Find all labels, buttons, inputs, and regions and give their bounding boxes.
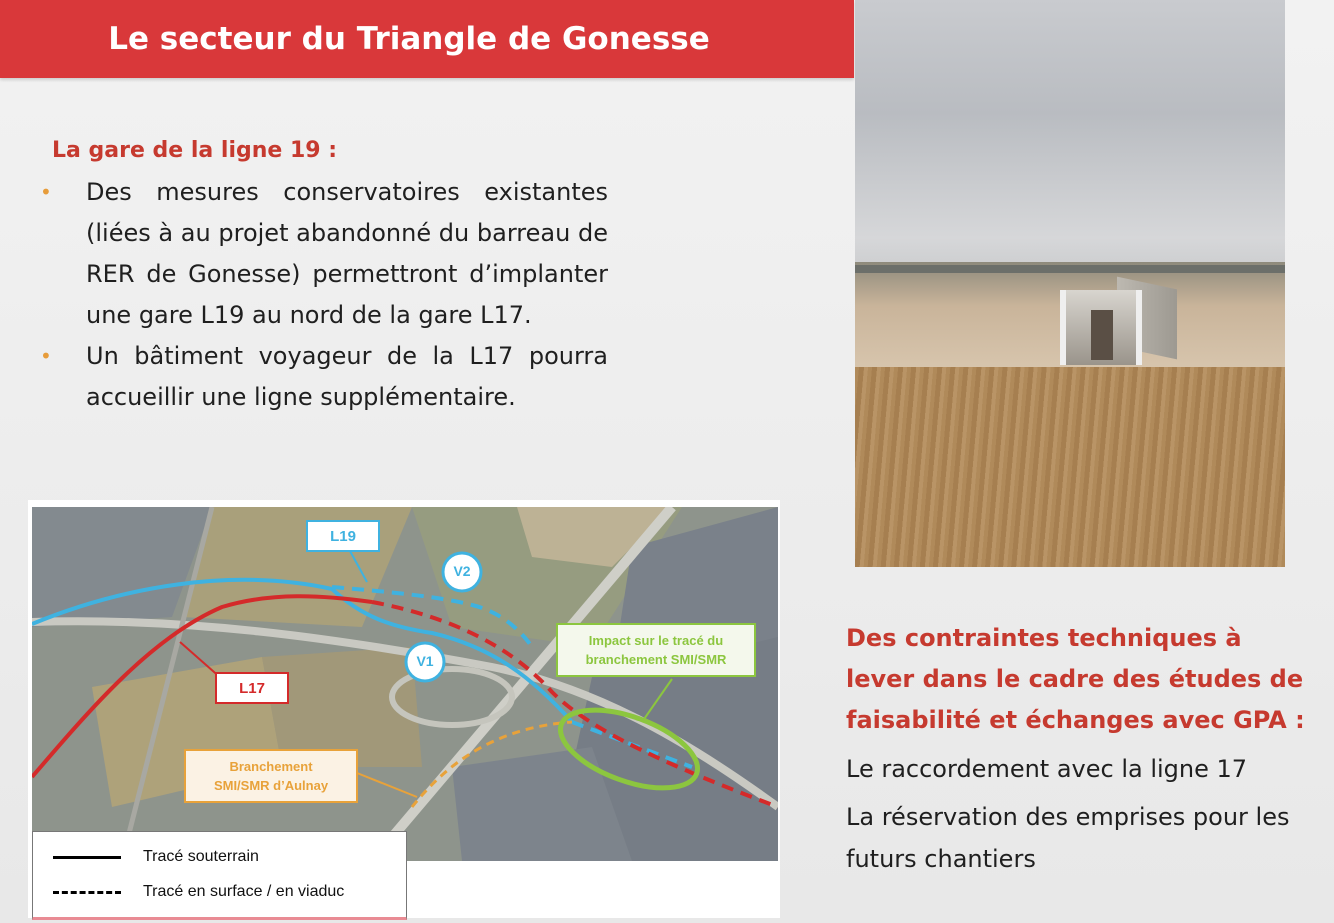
construction-site-photo	[855, 0, 1285, 567]
v1-label: V1	[416, 653, 434, 669]
constraint-item: Le raccordement avec la ligne 17	[846, 755, 1248, 783]
solid-line-icon	[53, 856, 121, 859]
constraints-heading: Des contraintes techniques à lever dans le cadre des études de faisabilité et échanges avec GPA :	[846, 624, 1305, 734]
photo-horizon	[855, 265, 1285, 273]
dashed-line-icon	[53, 891, 121, 894]
bullet-text: Des mesures conservatoires existantes (liées à au projet abandonné du barreau de RER de Gonesse) permettront d’implanter une gare L19 au nord de la gare L17.	[86, 178, 608, 329]
bullet-item	[40, 172, 608, 336]
photo-tunnel-structure	[1060, 290, 1142, 365]
bullet-list	[40, 172, 608, 418]
bullet-text: Un bâtiment voyageur de la L17 pourra accueillir une ligne supplémentaire.	[86, 342, 608, 411]
l17-label: L17	[215, 672, 289, 704]
photo-dirt-foreground	[855, 367, 1285, 567]
l19-label: L19	[306, 520, 380, 552]
map-legend	[32, 831, 407, 920]
bullet-dot-icon: •	[40, 344, 52, 368]
impact-label: Impact sur le tracé du branchement SMI/SMR	[556, 623, 756, 677]
bullet-dot-icon: •	[40, 180, 52, 204]
title-bar	[0, 0, 854, 78]
bullet-item	[40, 336, 608, 418]
station-subheading: La gare de la ligne 19 :	[52, 138, 338, 163]
legend-row-solid	[53, 847, 259, 867]
map-overlay	[32, 507, 778, 861]
legend-row-dashed	[53, 882, 344, 902]
constraint-item: La réservation des emprises pour les futurs chantiers	[846, 803, 1290, 873]
slide-title: Le secteur du Triangle de Gonesse	[108, 21, 710, 57]
legend-label: Tracé souterrain	[143, 848, 259, 865]
branchement-label: Branchement SMI/SMR d’Aulnay	[184, 749, 358, 803]
legend-label: Tracé en surface / en viaduc	[143, 883, 345, 900]
v2-label: V2	[453, 563, 471, 579]
aerial-map	[32, 507, 778, 861]
